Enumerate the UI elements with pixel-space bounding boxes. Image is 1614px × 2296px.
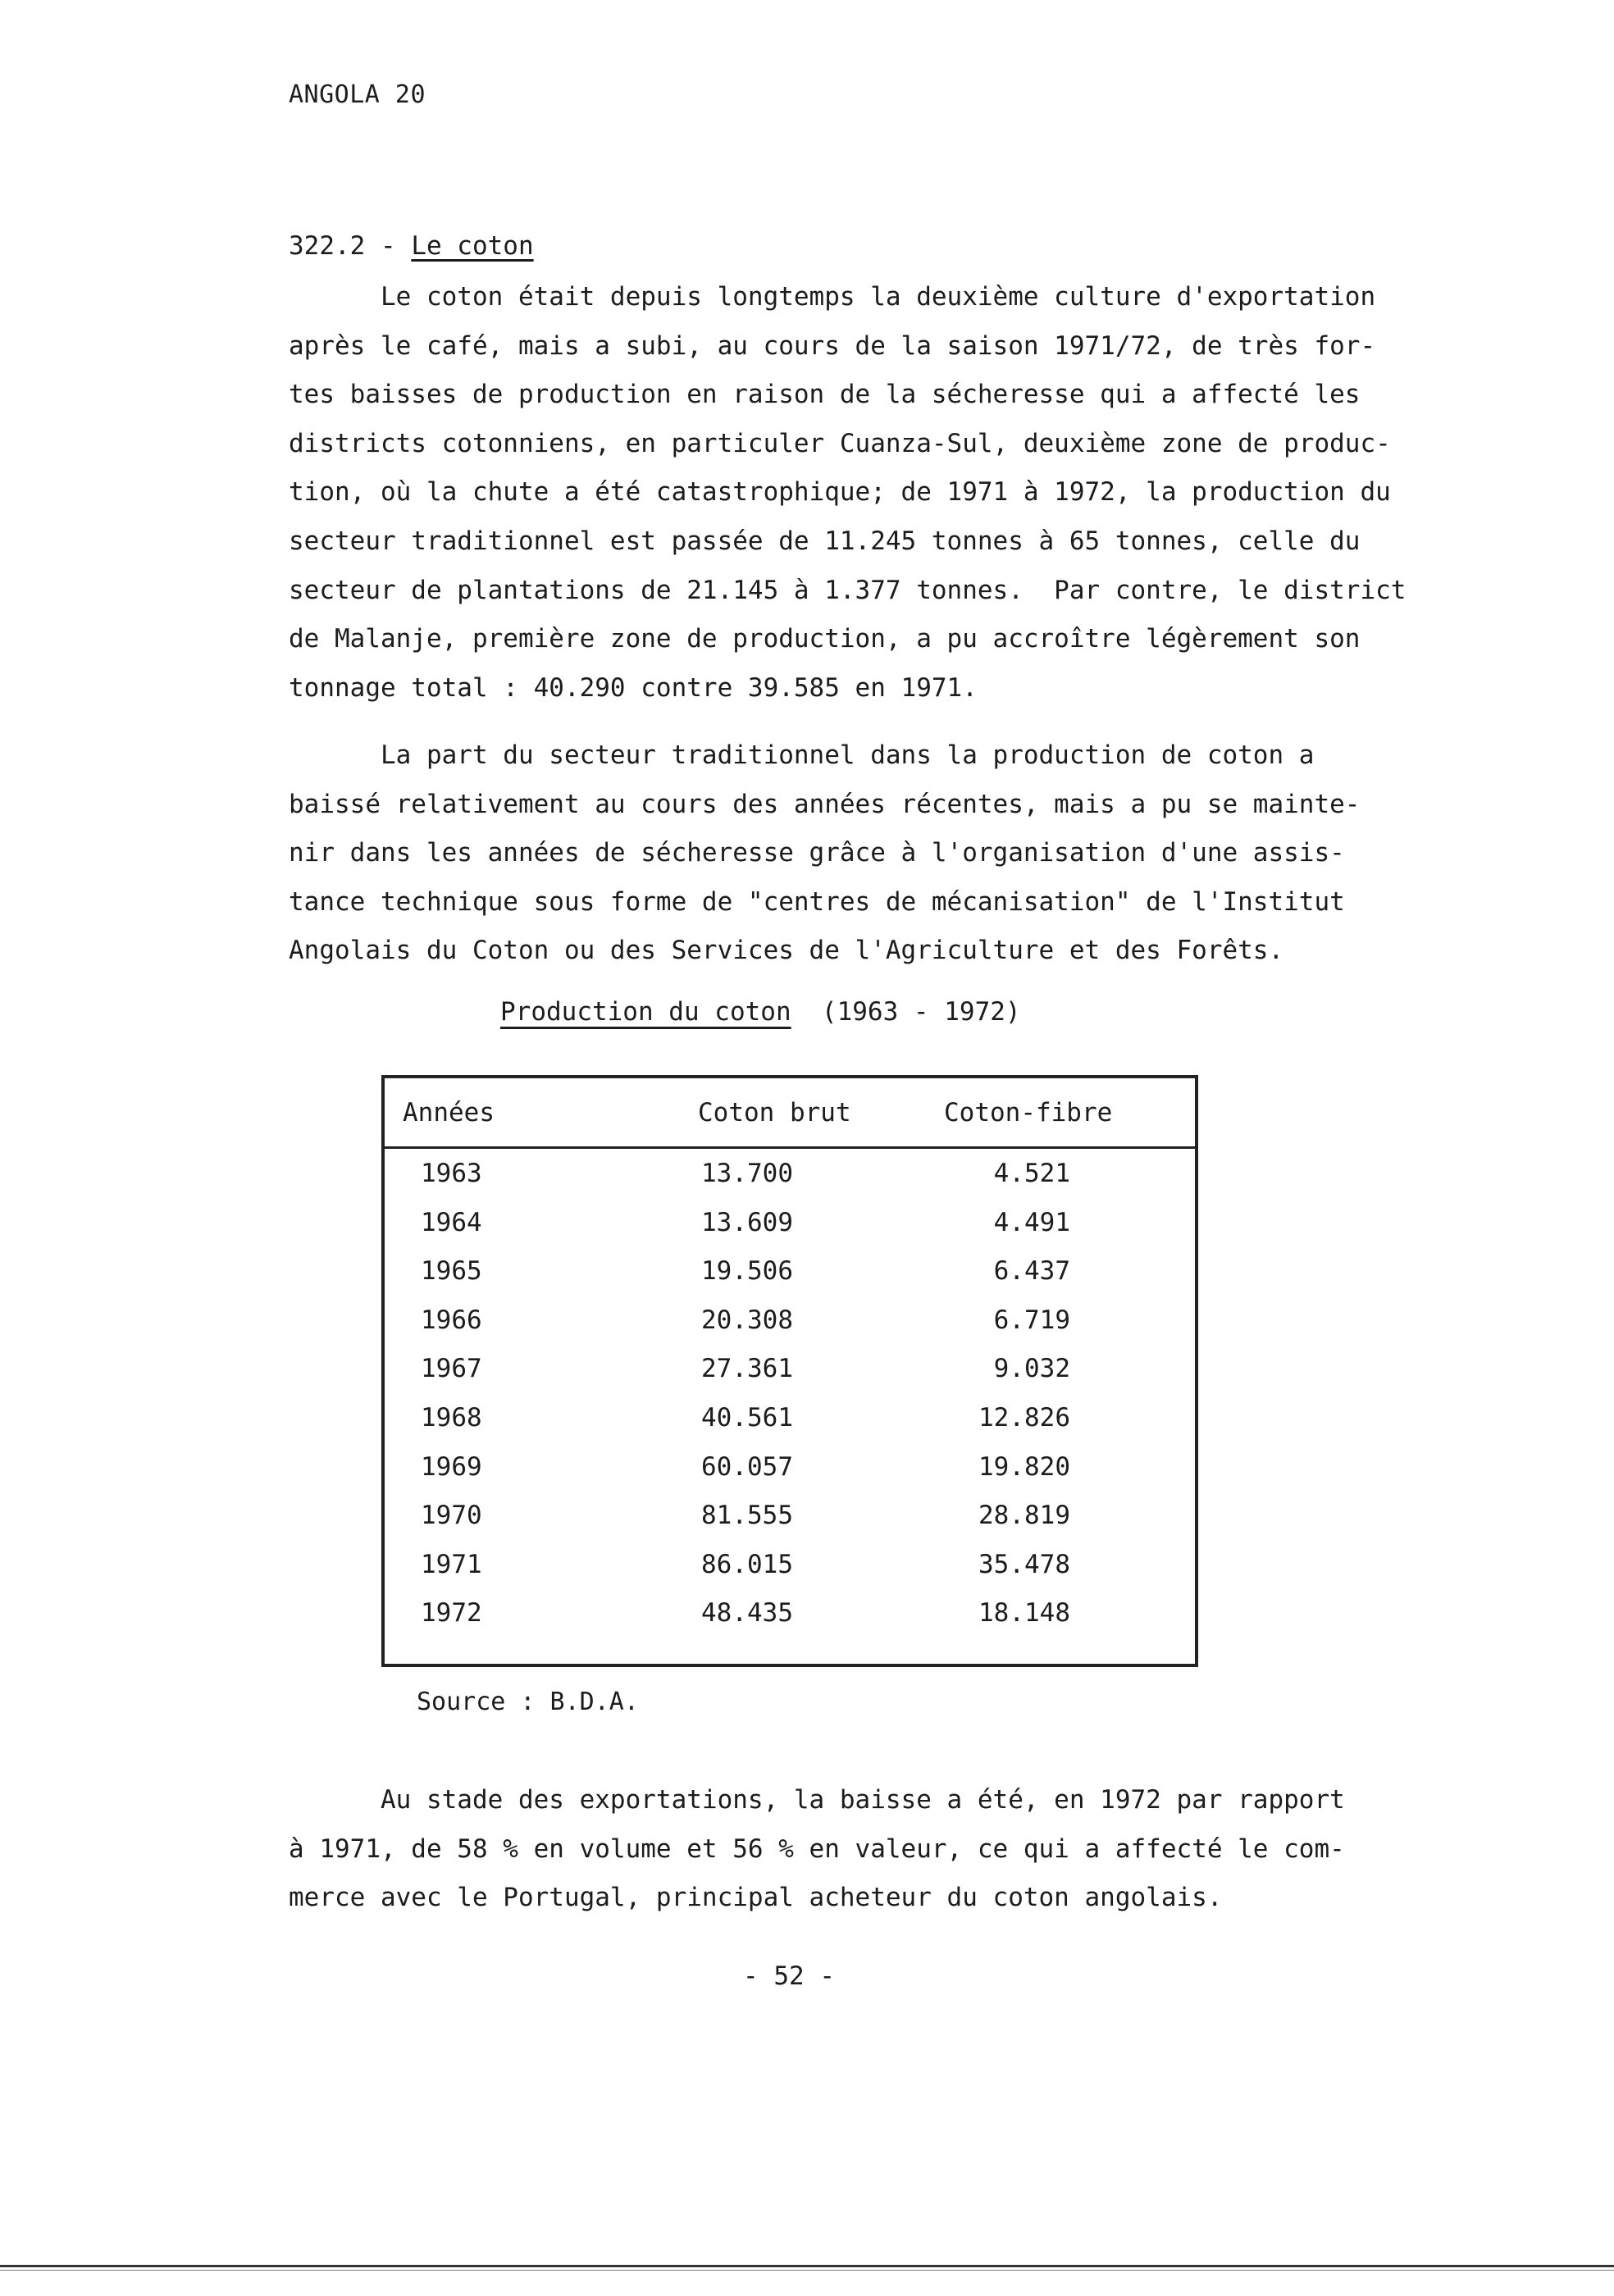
cell-coton-fibre: 18.148	[978, 1598, 1070, 1629]
table-source: Source : B.D.A.	[417, 1688, 639, 1716]
cell-coton-brut: 40.561	[701, 1402, 793, 1433]
table-row	[385, 1159, 1195, 1208]
table-row	[385, 1208, 1195, 1257]
cell-coton-brut: 48.435	[701, 1598, 793, 1629]
section-title: Le coton	[411, 231, 534, 261]
cell-year: 1965	[421, 1256, 482, 1287]
cell-coton-brut: 20.308	[701, 1305, 793, 1335]
table-caption-period: (1963 - 1972)	[791, 997, 1021, 1027]
table-row	[385, 1452, 1195, 1501]
cell-year: 1969	[421, 1451, 482, 1482]
cell-coton-fibre: 6.437	[993, 1256, 1070, 1287]
bottom-rule	[0, 2265, 1614, 2267]
table-header-row	[385, 1078, 1195, 1149]
cell-coton-fibre: 9.032	[993, 1354, 1070, 1384]
header-coton-fibre: Coton-fibre	[944, 1098, 1113, 1128]
cell-year: 1967	[421, 1354, 482, 1384]
table-row	[385, 1403, 1195, 1452]
section-number: 322.2 -	[289, 231, 412, 261]
table-row	[385, 1256, 1195, 1305]
cell-coton-fibre: 19.820	[978, 1451, 1070, 1482]
bottom-rule-secondary	[0, 2270, 1614, 2271]
cell-coton-brut: 13.700	[701, 1159, 793, 1188]
cell-coton-brut: 19.506	[701, 1256, 793, 1287]
table-row	[385, 1354, 1195, 1403]
cell-year: 1972	[421, 1598, 482, 1629]
table-row	[385, 1501, 1195, 1550]
table-row	[385, 1305, 1195, 1355]
running-header: ANGOLA 20	[289, 80, 426, 109]
table-row	[385, 1550, 1195, 1599]
paragraph-3: Au stade des exportations, la baisse a été, en 1972 par rapport à 1971, de 58 % en volume et 56 % en valeur, ce qui a affecté le com- merce avec le Portugal, principal acheteur du coton angolais.	[289, 1785, 1345, 1913]
cell-year: 1971	[421, 1549, 482, 1579]
page-number: - 52 -	[743, 1961, 835, 1991]
table-body	[385, 1159, 1195, 1647]
cell-coton-brut: 81.555	[701, 1501, 793, 1531]
cell-year: 1970	[421, 1501, 482, 1531]
cell-coton-fibre: 4.491	[993, 1207, 1070, 1237]
cell-coton-fibre: 12.826	[978, 1402, 1070, 1433]
cell-coton-fibre: 35.478	[978, 1549, 1070, 1579]
cell-coton-brut: 86.015	[701, 1549, 793, 1579]
production-table	[381, 1075, 1198, 1667]
paragraph-1: Le coton était depuis longtemps la deuxième culture d'exportation après le café, mais a subi, au cours de la saison 1971/72, de très for- tes baisses de production en raison de la sécheresse qui a affecté les districts cotonniens, en particuler Cuanza-Sul, deuxième zone de produc- tion, où la chute a été catastrophique; de 1971 à 1972, la production du secteur traditionnel est passée de 11.245 tonnes à 65 tonnes, celle du secteur de plantations de 21.145 à 1.377 tonnes. Par contre, le district de Malanje, première zone de production, a pu accroître légèrement son tonnage total : 40.290 contre 39.585 en 1971.	[289, 282, 1407, 703]
cell-coton-brut: 27.361	[701, 1354, 793, 1384]
cell-coton-fibre: 28.819	[978, 1501, 1070, 1531]
paragraph-2: La part du secteur traditionnel dans la production de coton a baissé relativement au cours des années récentes, mais a pu se mainte- nir dans les années de sécheresse grâce à l'organisation d'une assis- tance technique sous forme de "centres de mécanisation" de l'Institut Angolais du Coton ou des Services de l'Agriculture et des Forêts.	[289, 740, 1361, 966]
cell-year: 1964	[421, 1207, 482, 1237]
table-row	[385, 1598, 1195, 1647]
table-caption	[500, 997, 1021, 1027]
header-years: Années	[403, 1098, 495, 1128]
section-heading	[289, 231, 534, 261]
cell-coton-fibre: 6.719	[993, 1305, 1070, 1335]
header-coton-brut: Coton brut	[698, 1098, 851, 1128]
cell-coton-fibre: 4.521	[993, 1159, 1070, 1188]
cell-year: 1963	[421, 1159, 482, 1188]
cell-year: 1966	[421, 1305, 482, 1335]
cell-year: 1968	[421, 1402, 482, 1433]
table-caption-title: Production du coton	[500, 997, 791, 1027]
cell-coton-brut: 13.609	[701, 1207, 793, 1237]
cell-coton-brut: 60.057	[701, 1451, 793, 1482]
